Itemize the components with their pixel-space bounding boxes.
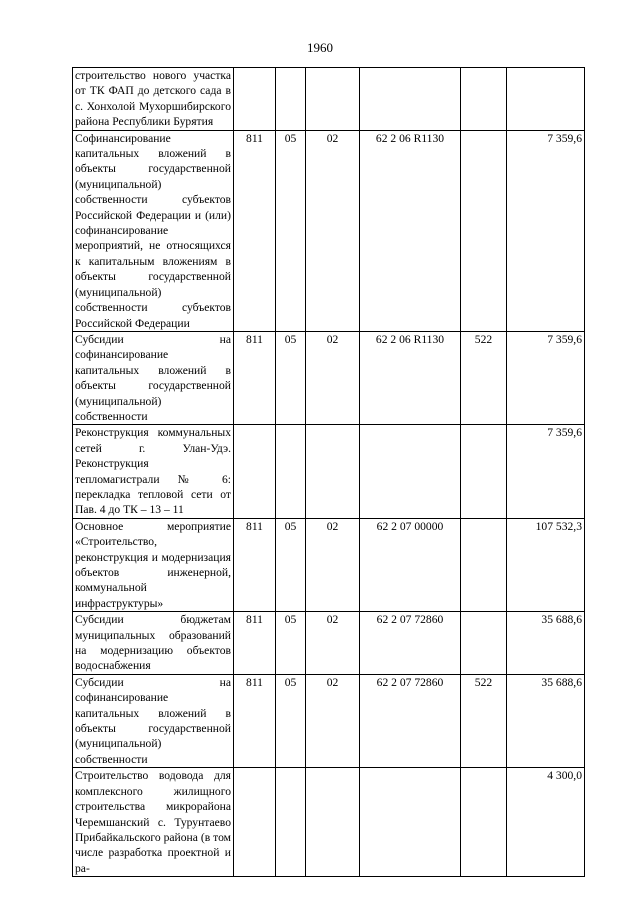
section-code: 05	[276, 518, 306, 611]
amount: 7 359,6	[507, 425, 585, 518]
target-article-code	[360, 425, 461, 518]
expense-type-code: 522	[461, 674, 507, 767]
target-article-code: 62 2 06 R1130	[360, 130, 461, 331]
subsection-code: 02	[306, 130, 360, 331]
section-code	[276, 68, 306, 131]
ministry-code	[234, 768, 276, 877]
target-article-code	[360, 68, 461, 131]
target-article-code	[360, 768, 461, 877]
page-number: 1960	[307, 40, 333, 55]
table-row	[73, 518, 585, 611]
table-body	[73, 68, 585, 877]
amount: 4 300,0	[507, 768, 585, 877]
expense-type-code	[461, 130, 507, 331]
section-code: 05	[276, 331, 306, 424]
ministry-code: 811	[234, 612, 276, 675]
budget-table	[72, 67, 585, 877]
section-code: 05	[276, 674, 306, 767]
expense-type-code	[461, 68, 507, 131]
section-code	[276, 768, 306, 877]
section-code: 05	[276, 130, 306, 331]
item-name: Софинансирование капитальных вложений в объекты государственной (муниципальной) собственности субъектов Российской Федерации и (или) софинансирование мероприятий, не относящихся к капитальным вложениям в объекты государственной (муниципальной) собственности субъектов Российской Федерации	[73, 130, 234, 331]
item-name: строительство нового участка от ТК ФАП до детского сада в с. Хонхолой Мухоршибирского района Республики Бурятия	[73, 68, 234, 131]
section-code	[276, 425, 306, 518]
item-name: Субсидии бюджетам муниципальных образований на модернизацию объектов водоснабжения	[73, 612, 234, 675]
table-row	[73, 130, 585, 331]
expense-type-code	[461, 518, 507, 611]
table-row	[73, 331, 585, 424]
section-code: 05	[276, 612, 306, 675]
subsection-code	[306, 768, 360, 877]
subsection-code: 02	[306, 518, 360, 611]
target-article-code: 62 2 07 72860	[360, 674, 461, 767]
expense-type-code	[461, 425, 507, 518]
item-name: Субсидии на софинансирование капитальных вложений в объекты государственной (муниципальной) собственности	[73, 674, 234, 767]
subsection-code: 02	[306, 674, 360, 767]
amount	[507, 68, 585, 131]
subsection-code	[306, 68, 360, 131]
table-row	[73, 612, 585, 675]
subsection-code: 02	[306, 612, 360, 675]
ministry-code: 811	[234, 674, 276, 767]
target-article-code: 62 2 06 R1130	[360, 331, 461, 424]
target-article-code: 62 2 07 00000	[360, 518, 461, 611]
ministry-code: 811	[234, 331, 276, 424]
ministry-code: 811	[234, 518, 276, 611]
amount: 35 688,6	[507, 674, 585, 767]
ministry-code	[234, 425, 276, 518]
target-article-code: 62 2 07 72860	[360, 612, 461, 675]
amount: 107 532,3	[507, 518, 585, 611]
subsection-code: 02	[306, 331, 360, 424]
ministry-code	[234, 68, 276, 131]
table-row	[73, 768, 585, 877]
amount: 7 359,6	[507, 130, 585, 331]
amount: 35 688,6	[507, 612, 585, 675]
item-name: Строительство водовода для комплексного жилищного строительства микрорайона Черемшанский с. Турунтаево Прибайкальского района (в том числе разработка проектной и ра-	[73, 768, 234, 877]
expense-type-code: 522	[461, 331, 507, 424]
expense-type-code	[461, 768, 507, 877]
amount: 7 359,6	[507, 331, 585, 424]
expense-type-code	[461, 612, 507, 675]
ministry-code: 811	[234, 130, 276, 331]
subsection-code	[306, 425, 360, 518]
item-name: Основное мероприятие «Строительство, реконструкция и модернизация объектов инженерной, коммунальной инфраструктуры»	[73, 518, 234, 611]
item-name: Субсидии на софинансирование капитальных вложений в объекты государственной (муниципальной) собственности	[73, 331, 234, 424]
table-row	[73, 68, 585, 131]
table-row	[73, 674, 585, 767]
table-row	[73, 425, 585, 518]
item-name: Реконструкция коммунальных сетей г. Улан-Удэ. Реконструкция тепломагистрали № 6: перекладка тепловой сети от Пав. 4 до ТК – 13 – 11	[73, 425, 234, 518]
